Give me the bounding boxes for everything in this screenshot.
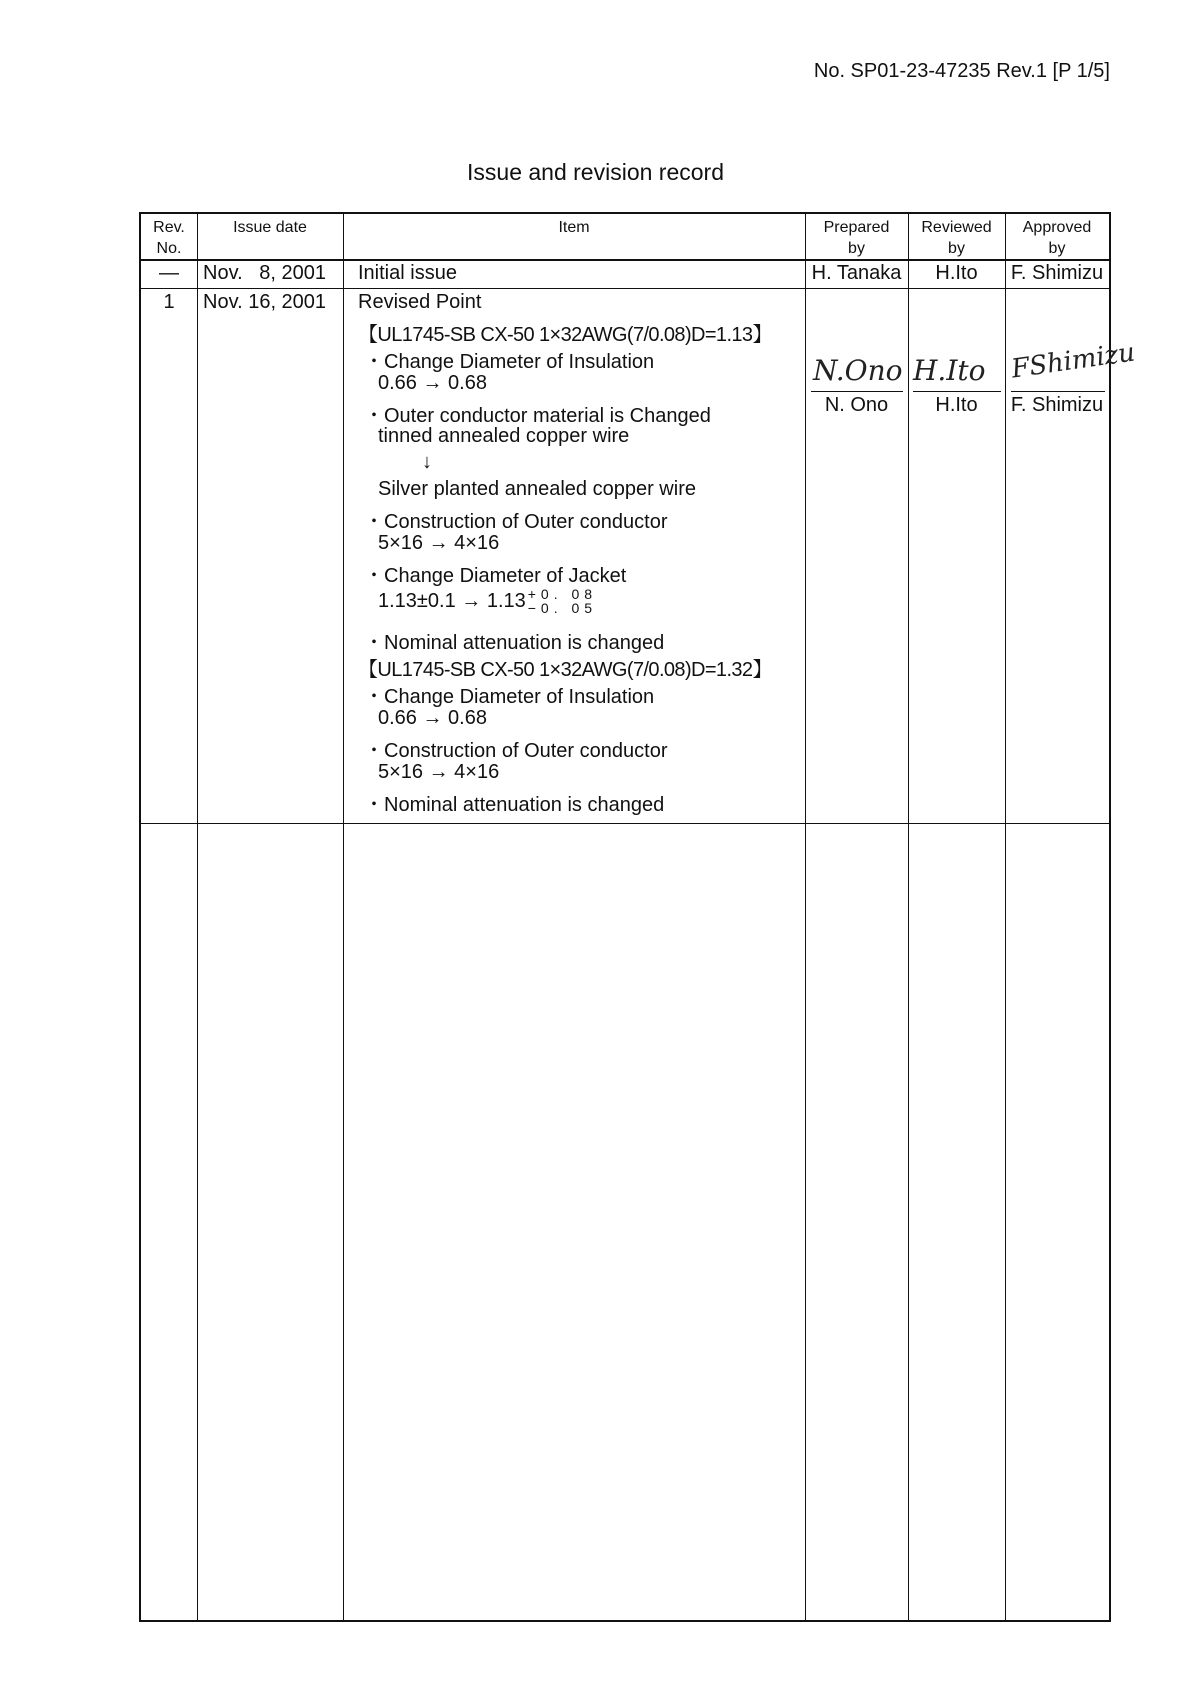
header-approved-line1: Approved — [1022, 219, 1092, 236]
jacket-diameter-text: 1.13±0.1 → 1.13 — [378, 590, 526, 612]
item-line-jacket — [378, 587, 597, 615]
row0-date: Nov. 8, 2001 — [203, 262, 327, 284]
row1-approved: F. Shimizu — [1010, 394, 1104, 416]
page-title: Issue and revision record — [467, 159, 724, 185]
header-rev-line2: No. — [156, 240, 182, 257]
header-reviewed-line2: by — [948, 240, 965, 257]
tolerance-plus: +0. 08 — [527, 586, 598, 602]
col-divider — [1005, 214, 1006, 1620]
row-divider — [141, 823, 1109, 824]
row1-prepared: N. Ono — [824, 394, 889, 416]
item-line: 0.66 → 0.68 — [378, 372, 487, 394]
row0-approved: F. Shimizu — [1010, 262, 1104, 284]
item-line: 5×16 → 4×16 — [378, 532, 500, 554]
header-approved-line2: by — [1048, 240, 1066, 257]
col-divider — [908, 214, 909, 1620]
header-rev-line1: Rev. — [153, 219, 185, 236]
header-issue-date: Issue date — [233, 219, 307, 236]
tolerance-minus: −0. 05 — [527, 600, 598, 616]
signature-line — [811, 391, 903, 392]
header-prepared-by — [805, 217, 908, 259]
item-line: tinned annealed copper wire — [378, 425, 630, 447]
item-line: 【UL1745-SB CX-50 1×32AWG(7/0.08)D=1.32】 — [358, 659, 772, 681]
tolerance — [528, 587, 597, 615]
item-line: ・Nominal attenuation is changed — [364, 794, 665, 816]
header-approved-by — [1005, 217, 1109, 259]
header-rev-no — [141, 217, 197, 259]
header-prepared-line2: by — [848, 240, 865, 257]
col-divider — [343, 214, 344, 1620]
signature-approved: FShimizu — [1009, 337, 1137, 385]
item-line: ・Nominal attenuation is changed — [364, 632, 665, 654]
signature-line — [1011, 391, 1105, 392]
row-divider — [141, 259, 1109, 261]
header-reviewed-by — [908, 217, 1005, 259]
document-number: No. SP01-23-47235 Rev.1 [P 1/5] — [813, 60, 1110, 82]
header-reviewed-line1: Reviewed — [921, 219, 992, 236]
revision-table — [139, 212, 1137, 1622]
item-line: 【UL1745-SB CX-50 1×32AWG(7/0.08)D=1.13】 — [358, 324, 772, 346]
signature-reviewed: H.Ito — [913, 354, 986, 387]
col-divider — [805, 214, 806, 1620]
row-divider — [141, 288, 1109, 289]
row0-reviewed: H.Ito — [935, 262, 978, 284]
item-line: 0.66 → 0.68 — [378, 707, 487, 729]
item-line: 5×16 → 4×16 — [378, 761, 500, 783]
item-line: ・Change Diameter of Jacket — [364, 565, 627, 587]
item-line: ↓ — [422, 451, 432, 473]
item-line: Revised Point — [358, 291, 482, 313]
row0-item: Initial issue — [358, 262, 457, 284]
row0-prepared: H. Tanaka — [811, 262, 902, 284]
item-line: ・Outer conductor material is Changed — [364, 405, 711, 427]
row1-date: Nov. 16, 2001 — [203, 291, 327, 313]
signature-prepared: N.Ono — [813, 354, 903, 387]
header-item: Item — [558, 219, 590, 236]
item-line: ・Change Diameter of Insulation — [364, 351, 655, 373]
row1-rev: 1 — [163, 291, 175, 313]
row0-rev: — — [159, 262, 179, 284]
row1-reviewed: H.Ito — [935, 394, 978, 416]
item-line: ・Construction of Outer conductor — [364, 511, 668, 533]
item-line: Silver planted annealed copper wire — [378, 478, 696, 500]
signature-line — [913, 391, 1001, 392]
item-line: ・Construction of Outer conductor — [364, 740, 668, 762]
item-line: ・Change Diameter of Insulation — [364, 686, 655, 708]
header-prepared-line1: Prepared — [823, 219, 890, 236]
col-divider — [197, 214, 198, 1620]
